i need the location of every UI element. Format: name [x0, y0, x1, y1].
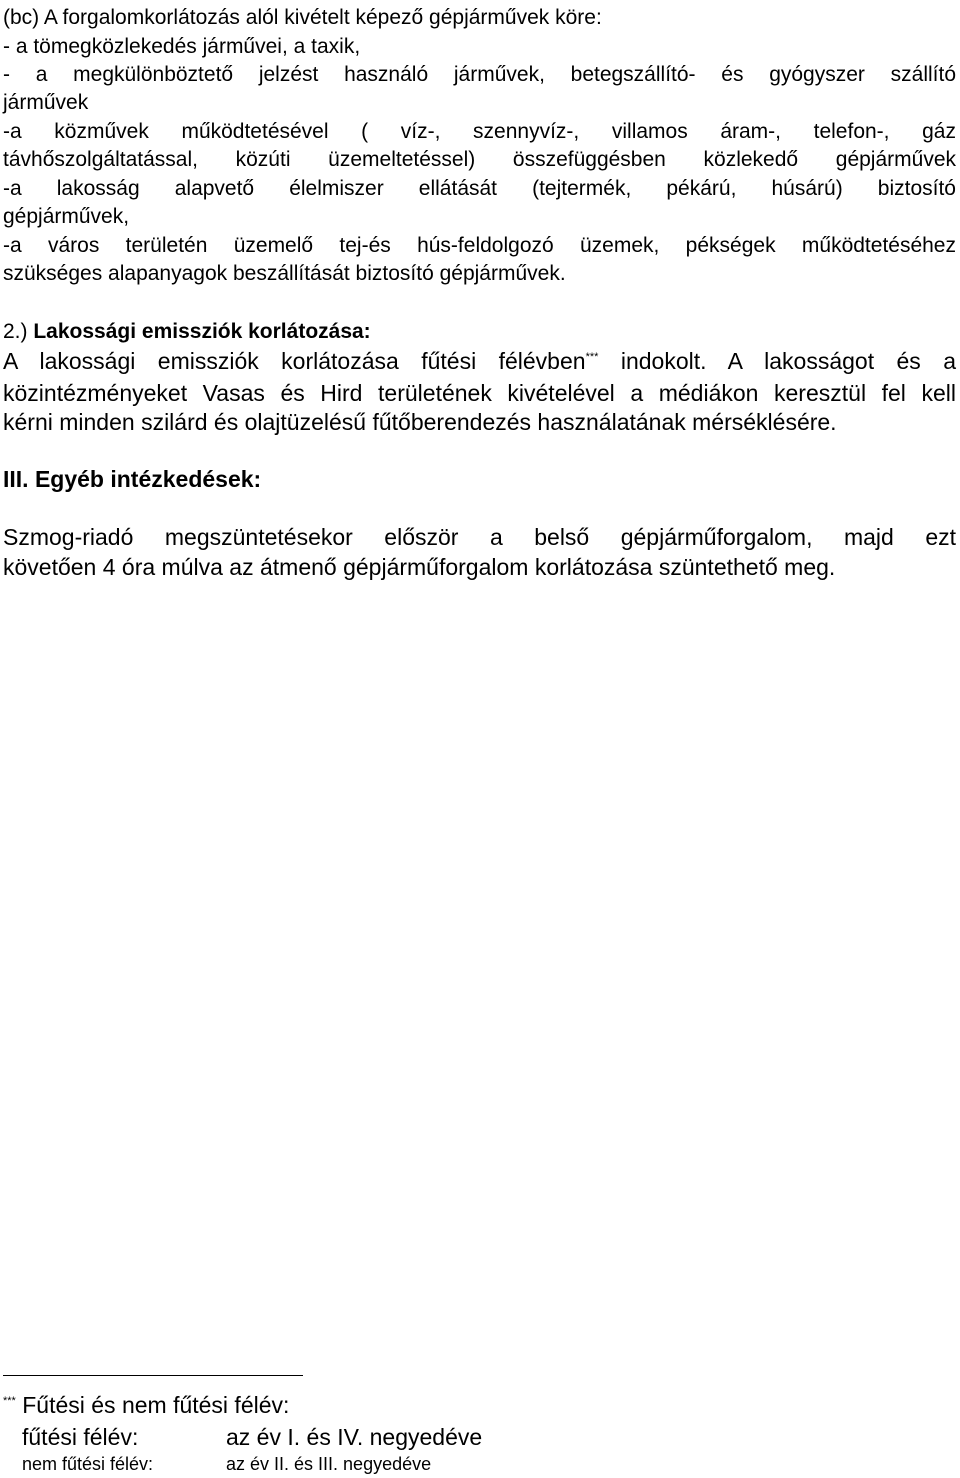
section-2-number: 2.): [3, 320, 28, 343]
footnote-mark: ***: [3, 1395, 16, 1407]
exempt-item-utilities: -a közművek működtetésével ( víz-, szennyvíz-, villamos áram-, telefon-, gáz: [3, 120, 956, 143]
section-2-paragraph-line3: kérni minden szilárd és olajtüzelésű fűtőberendezés használatának mérséklésére.: [3, 409, 837, 435]
exempt-item-emergency: - a megkülönböztető jelzést használó járművek, betegszállító- és gyógyszer szállító: [3, 63, 956, 86]
section-2-paragraph-line1: A lakossági emissziók korlátozása fűtési félévben*** indokolt. A lakosságot és a: [3, 348, 957, 374]
section-bc-heading: (bc) A forgalomkorlátozás alól kivételt képező gépjárművek köre:: [3, 6, 602, 29]
section-3-paragraph-line2: követően 4 óra múlva az átmenő gépjárműforgalom korlátozása szüntethető meg.: [3, 554, 836, 580]
exempt-item-processing-plants-cont: szükséges alapanyagok beszállítását biztosító gépjárművek.: [3, 262, 566, 285]
footnote-row-heating-value: az év I. és IV. negyedéve: [226, 1424, 483, 1450]
exempt-item-processing-plants: -a város területén üzemelő tej-és hús-feldolgozó üzemek, pékségek működtetéséhez: [3, 234, 956, 257]
section-2-paragraph-line2: közintézményeket Vasas és Hird területének kivételével a médiákon keresztül fel kell: [3, 380, 956, 406]
footnote-reference: ***: [585, 351, 599, 363]
footnote-row-heating: [22, 1423, 622, 1451]
footnote-row-non-heating-label: nem fűtési félév:: [22, 1454, 154, 1474]
footnote-row-non-heating-value: az év II. és III. negyedéve: [226, 1454, 432, 1474]
section-3-title: III. Egyéb intézkedések:: [3, 466, 262, 492]
section-3-paragraph-line1: Szmog-riadó megszüntetésekor először a belső gépjárműforgalom, majd ezt: [3, 524, 956, 550]
footnote-row-non-heating: [22, 1450, 622, 1478]
footnote-heading: [3, 1391, 289, 1424]
exempt-item-utilities-cont: távhőszolgáltatással, közúti üzemeltetéssel) összefüggésben közlekedő gépjárművek: [3, 148, 956, 171]
footnote-separator: [3, 1375, 303, 1376]
section-2-heading: [3, 318, 956, 346]
exempt-item-emergency-cont: járművek: [3, 91, 89, 114]
exempt-item-public-transport: - a tömegközlekedés járművei, a taxik,: [3, 35, 361, 58]
footnote-row-heating-label: fűtési félév:: [22, 1424, 139, 1450]
footnote-title: Fűtési és nem fűtési félév:: [22, 1392, 290, 1418]
section-2-title: Lakossági emissziók korlátozása:: [33, 320, 371, 343]
exempt-item-food-supply: -a lakosság alapvető élelmiszer ellátását (tejtermék, pékárú, húsárú) biztosító: [3, 177, 956, 200]
exempt-item-food-supply-cont: gépjárművek,: [3, 205, 130, 228]
